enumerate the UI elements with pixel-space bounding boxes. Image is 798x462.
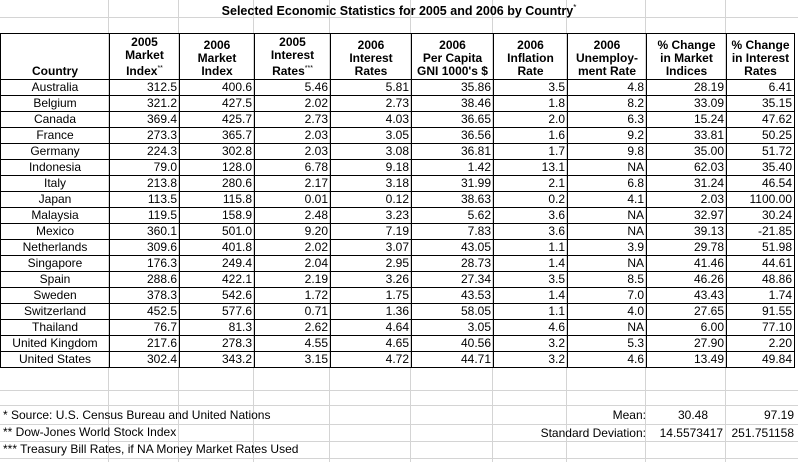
value-cell: 1100.00 <box>727 192 795 208</box>
value-cell: 3.5 <box>494 272 568 288</box>
value-cell: 213.8 <box>110 176 180 192</box>
value-cell: 1.4 <box>494 288 568 304</box>
country-cell: France <box>1 128 110 144</box>
value-cell: 2.03 <box>647 192 727 208</box>
footnote-index <box>3 424 298 441</box>
value-cell: 5.46 <box>255 80 331 96</box>
value-cell: 46.26 <box>647 272 727 288</box>
value-cell: 2.95 <box>331 256 412 272</box>
value-cell: 28.19 <box>647 80 727 96</box>
column-header <box>180 34 255 80</box>
value-cell: 3.15 <box>255 352 331 368</box>
value-cell: 3.08 <box>331 144 412 160</box>
column-header <box>568 34 647 80</box>
value-cell: 2.1 <box>494 176 568 192</box>
value-cell: 29.78 <box>647 240 727 256</box>
country-cell: Australia <box>1 80 110 96</box>
header-line: 2005 <box>279 35 306 49</box>
footnote-source <box>3 407 298 424</box>
country-cell: Germany <box>1 144 110 160</box>
header-line: 2006 <box>439 38 466 52</box>
value-cell: 77.10 <box>727 320 795 336</box>
header-line: Country <box>32 64 78 78</box>
footnote-mark: * <box>3 408 8 422</box>
value-cell: 0.12 <box>331 192 412 208</box>
value-cell: 5.62 <box>412 208 494 224</box>
table-row <box>1 176 795 192</box>
value-cell: 2.02 <box>255 240 331 256</box>
value-cell: 35.40 <box>727 160 795 176</box>
footnote-text: Dow-Jones World Stock Index <box>12 425 177 439</box>
std-dev-market-value: 14.5573417 <box>659 426 723 440</box>
header-line: 2006 <box>517 38 544 52</box>
value-cell: 43.43 <box>647 288 727 304</box>
grid-row-line <box>0 390 798 391</box>
header-line: Index <box>201 64 233 78</box>
column-header-country <box>1 34 110 80</box>
header-footnote-mark: *** <box>304 65 313 72</box>
header-line: in Interest <box>731 51 790 65</box>
header-line <box>112 62 177 78</box>
value-cell: 0.01 <box>255 192 331 208</box>
value-cell: 5.81 <box>331 80 412 96</box>
value-cell: NA <box>568 160 647 176</box>
value-cell: 27.34 <box>412 272 494 288</box>
footnote-mark: *** <box>3 442 18 456</box>
value-cell: 32.97 <box>647 208 727 224</box>
value-cell: 6.41 <box>727 80 795 96</box>
value-cell: 51.72 <box>727 144 795 160</box>
value-cell: 2.73 <box>331 96 412 112</box>
table-row <box>1 192 795 208</box>
country-cell: Netherlands <box>1 240 110 256</box>
column-header <box>647 34 727 80</box>
header-line: Inflation <box>507 51 554 65</box>
value-cell: 113.5 <box>110 192 180 208</box>
header-line: Rates <box>744 64 777 78</box>
header-line: 2006 <box>357 38 385 52</box>
value-cell: 1.1 <box>494 304 568 320</box>
value-cell: 58.05 <box>412 304 494 320</box>
grid-row-line <box>0 458 798 459</box>
value-cell: 4.03 <box>331 112 412 128</box>
table-row <box>1 272 795 288</box>
header-line: Interest <box>349 51 393 65</box>
table-row <box>1 160 795 176</box>
value-cell: 76.7 <box>110 320 180 336</box>
value-cell: 0.71 <box>255 304 331 320</box>
value-cell: 273.3 <box>110 128 180 144</box>
value-cell: 302.8 <box>180 144 255 160</box>
value-cell: 2.48 <box>255 208 331 224</box>
value-cell: 9.2 <box>568 128 647 144</box>
country-cell: Malaysia <box>1 208 110 224</box>
value-cell: 33.81 <box>647 128 727 144</box>
value-cell: 278.3 <box>180 336 255 352</box>
header-line: Rate <box>517 64 544 78</box>
country-cell: Canada <box>1 112 110 128</box>
header-line: % Change <box>731 38 790 52</box>
value-cell: 1.72 <box>255 288 331 304</box>
header-line: Unemploy- <box>575 51 638 65</box>
country-cell: Spain <box>1 272 110 288</box>
value-cell: 280.6 <box>180 176 255 192</box>
value-cell: 2.02 <box>255 96 331 112</box>
value-cell: 43.53 <box>412 288 494 304</box>
value-cell: 249.4 <box>180 256 255 272</box>
value-cell: 31.24 <box>647 176 727 192</box>
value-cell: 2.73 <box>255 112 331 128</box>
country-cell: Belgium <box>1 96 110 112</box>
value-cell: 4.1 <box>568 192 647 208</box>
table-row <box>1 336 795 352</box>
column-header <box>494 34 568 80</box>
value-cell: 128.0 <box>180 160 255 176</box>
std-dev-label: Standard Deviation: <box>540 426 646 440</box>
statistics-table <box>0 33 795 368</box>
value-cell: 422.1 <box>180 272 255 288</box>
value-cell: 3.07 <box>331 240 412 256</box>
value-cell: 28.73 <box>412 256 494 272</box>
footnote-text: Treasury Bill Rates, if NA Money Market Rates Used <box>17 442 299 456</box>
value-cell: 5.3 <box>568 336 647 352</box>
value-cell: 7.83 <box>412 224 494 240</box>
value-cell: 4.0 <box>568 304 647 320</box>
table-row <box>1 240 795 256</box>
value-cell: 1.75 <box>331 288 412 304</box>
value-cell: 15.24 <box>647 112 727 128</box>
value-cell: 1.42 <box>412 160 494 176</box>
value-cell: 36.81 <box>412 144 494 160</box>
table-row <box>1 144 795 160</box>
value-cell: 2.03 <box>255 128 331 144</box>
value-cell: 501.0 <box>180 224 255 240</box>
value-cell: 400.6 <box>180 80 255 96</box>
value-cell: 2.03 <box>255 144 331 160</box>
table-row <box>1 208 795 224</box>
value-cell: 13.49 <box>647 352 727 368</box>
value-cell: 3.5 <box>494 80 568 96</box>
table-row <box>1 256 795 272</box>
value-cell: 2.20 <box>727 336 795 352</box>
value-cell: 39.13 <box>647 224 727 240</box>
header-footnote-mark: ** <box>157 65 163 72</box>
value-cell: 3.6 <box>494 224 568 240</box>
value-cell: 9.8 <box>568 144 647 160</box>
value-cell: 27.90 <box>647 336 727 352</box>
value-cell: 427.5 <box>180 96 255 112</box>
value-cell: 1.8 <box>494 96 568 112</box>
value-cell: 6.78 <box>255 160 331 176</box>
value-cell: 7.19 <box>331 224 412 240</box>
value-cell: 6.8 <box>568 176 647 192</box>
country-cell: Mexico <box>1 224 110 240</box>
header-line: Per Capita <box>422 51 483 65</box>
value-cell: 44.61 <box>727 256 795 272</box>
value-cell: 224.3 <box>110 144 180 160</box>
value-cell: 302.4 <box>110 352 180 368</box>
value-cell: 1.74 <box>727 288 795 304</box>
value-cell: 542.6 <box>180 288 255 304</box>
value-cell: 312.5 <box>110 80 180 96</box>
table-row <box>1 128 795 144</box>
country-cell: Sweden <box>1 288 110 304</box>
value-cell: 9.20 <box>255 224 331 240</box>
table-row <box>1 80 795 96</box>
value-cell: 365.7 <box>180 128 255 144</box>
header-line: GNI 1000's $ <box>417 64 488 78</box>
value-cell: 176.3 <box>110 256 180 272</box>
table-row <box>1 320 795 336</box>
country-cell: United Kingdom <box>1 336 110 352</box>
value-cell: -21.85 <box>727 224 795 240</box>
header-line: in Market <box>660 51 713 65</box>
value-cell: 4.65 <box>331 336 412 352</box>
value-cell: 577.6 <box>180 304 255 320</box>
table-body <box>1 80 795 368</box>
value-cell: 7.0 <box>568 288 647 304</box>
table-row <box>1 288 795 304</box>
value-cell: 36.65 <box>412 112 494 128</box>
value-cell: 79.0 <box>110 160 180 176</box>
country-cell: Singapore <box>1 256 110 272</box>
value-cell: 4.64 <box>331 320 412 336</box>
value-cell: 8.5 <box>568 272 647 288</box>
table-row <box>1 96 795 112</box>
mean-market-value: 30.48 <box>677 408 708 422</box>
header-line: ment Rate <box>577 64 636 78</box>
footnote-text: Source: U.S. Census Bureau and United Nations <box>7 408 271 422</box>
table-row <box>1 352 795 368</box>
value-cell: 3.6 <box>494 208 568 224</box>
header-line: Market <box>125 48 164 62</box>
value-cell: 343.2 <box>180 352 255 368</box>
value-cell: 378.3 <box>110 288 180 304</box>
value-cell: 3.26 <box>331 272 412 288</box>
country-cell: United States <box>1 352 110 368</box>
table-row <box>1 304 795 320</box>
value-cell: 2.04 <box>255 256 331 272</box>
header-line <box>257 62 328 78</box>
grid-row-line <box>0 405 798 406</box>
value-cell: 13.1 <box>494 160 568 176</box>
value-cell: 35.00 <box>647 144 727 160</box>
value-cell: 115.8 <box>180 192 255 208</box>
value-cell: 62.03 <box>647 160 727 176</box>
header-line-text: Rates <box>272 64 305 78</box>
country-cell: Switzerland <box>1 304 110 320</box>
value-cell: 0.2 <box>494 192 568 208</box>
value-cell: 1.7 <box>494 144 568 160</box>
value-cell: 31.99 <box>412 176 494 192</box>
column-header <box>110 34 180 80</box>
value-cell: NA <box>568 224 647 240</box>
value-cell: 33.09 <box>647 96 727 112</box>
value-cell: 119.5 <box>110 208 180 224</box>
column-header <box>727 34 795 80</box>
value-cell: 36.56 <box>412 128 494 144</box>
value-cell: 30.24 <box>727 208 795 224</box>
value-cell: 3.2 <box>494 336 568 352</box>
value-cell: 3.05 <box>412 320 494 336</box>
header-line: Interest <box>270 48 315 62</box>
value-cell: 452.5 <box>110 304 180 320</box>
value-cell: 81.3 <box>180 320 255 336</box>
value-cell: 2.0 <box>494 112 568 128</box>
value-cell: 35.86 <box>412 80 494 96</box>
value-cell: 1.36 <box>331 304 412 320</box>
column-header <box>331 34 412 80</box>
value-cell: 401.8 <box>180 240 255 256</box>
header-line-text: Index <box>126 64 158 78</box>
value-cell: 3.05 <box>331 128 412 144</box>
value-cell: 41.46 <box>647 256 727 272</box>
value-cell: 369.4 <box>110 112 180 128</box>
value-cell: 6.3 <box>568 112 647 128</box>
value-cell: 35.15 <box>727 96 795 112</box>
value-cell: 321.2 <box>110 96 180 112</box>
std-dev-interest-value: 251.751158 <box>731 426 794 440</box>
value-cell: 40.56 <box>412 336 494 352</box>
value-cell: 2.62 <box>255 320 331 336</box>
value-cell: 3.18 <box>331 176 412 192</box>
value-cell: 9.18 <box>331 160 412 176</box>
value-cell: 50.25 <box>727 128 795 144</box>
header-line: 2006 <box>593 38 621 52</box>
value-cell: 3.2 <box>494 352 568 368</box>
value-cell: 288.6 <box>110 272 180 288</box>
value-cell: 425.7 <box>180 112 255 128</box>
page-title <box>0 0 798 19</box>
country-cell: Italy <box>1 176 110 192</box>
value-cell: 2.17 <box>255 176 331 192</box>
value-cell: 4.8 <box>568 80 647 96</box>
value-cell: 46.54 <box>727 176 795 192</box>
value-cell: 4.72 <box>331 352 412 368</box>
header-line: 2006 <box>203 38 231 52</box>
value-cell: 1.6 <box>494 128 568 144</box>
country-cell: Thailand <box>1 320 110 336</box>
value-cell: 3.9 <box>568 240 647 256</box>
value-cell: 38.46 <box>412 96 494 112</box>
value-cell: 38.63 <box>412 192 494 208</box>
value-cell: 3.23 <box>331 208 412 224</box>
value-cell: 360.1 <box>110 224 180 240</box>
value-cell: 8.2 <box>568 96 647 112</box>
title-text: Selected Economic Statistics for 2005 and 2006 by Country <box>221 4 574 19</box>
value-cell: 44.71 <box>412 352 494 368</box>
value-cell: 4.6 <box>494 320 568 336</box>
value-cell: NA <box>568 256 647 272</box>
value-cell: 309.6 <box>110 240 180 256</box>
value-cell: 27.65 <box>647 304 727 320</box>
table-header-row <box>1 34 795 80</box>
value-cell: 1.1 <box>494 240 568 256</box>
footnotes <box>3 407 298 458</box>
column-header <box>412 34 494 80</box>
value-cell: 1.4 <box>494 256 568 272</box>
footnote-rates <box>3 441 298 458</box>
value-cell: 48.86 <box>727 272 795 288</box>
value-cell: 91.55 <box>727 304 795 320</box>
header-line: Market <box>197 51 237 65</box>
value-cell: 49.84 <box>727 352 795 368</box>
value-cell: NA <box>568 320 647 336</box>
value-cell: 2.19 <box>255 272 331 288</box>
country-cell: Indonesia <box>1 160 110 176</box>
value-cell: 4.55 <box>255 336 331 352</box>
table-row <box>1 112 795 128</box>
country-cell: Japan <box>1 192 110 208</box>
mean-label: Mean: <box>612 408 646 422</box>
header-line: % Change <box>657 38 716 52</box>
mean-interest-value: 97.19 <box>763 408 794 422</box>
title-footnote-mark: * <box>573 3 577 12</box>
table-row <box>1 224 795 240</box>
footnote-mark: ** <box>3 425 13 439</box>
value-cell: 51.98 <box>727 240 795 256</box>
value-cell: 43.05 <box>412 240 494 256</box>
column-header <box>255 34 331 80</box>
value-cell: 47.62 <box>727 112 795 128</box>
value-cell: 217.6 <box>110 336 180 352</box>
header-line: 2005 <box>131 35 158 49</box>
value-cell: 158.9 <box>180 208 255 224</box>
header-line: Rates <box>354 64 388 78</box>
header-line: Indices <box>665 64 708 78</box>
value-cell: NA <box>568 208 647 224</box>
value-cell: 4.6 <box>568 352 647 368</box>
value-cell: 6.00 <box>647 320 727 336</box>
